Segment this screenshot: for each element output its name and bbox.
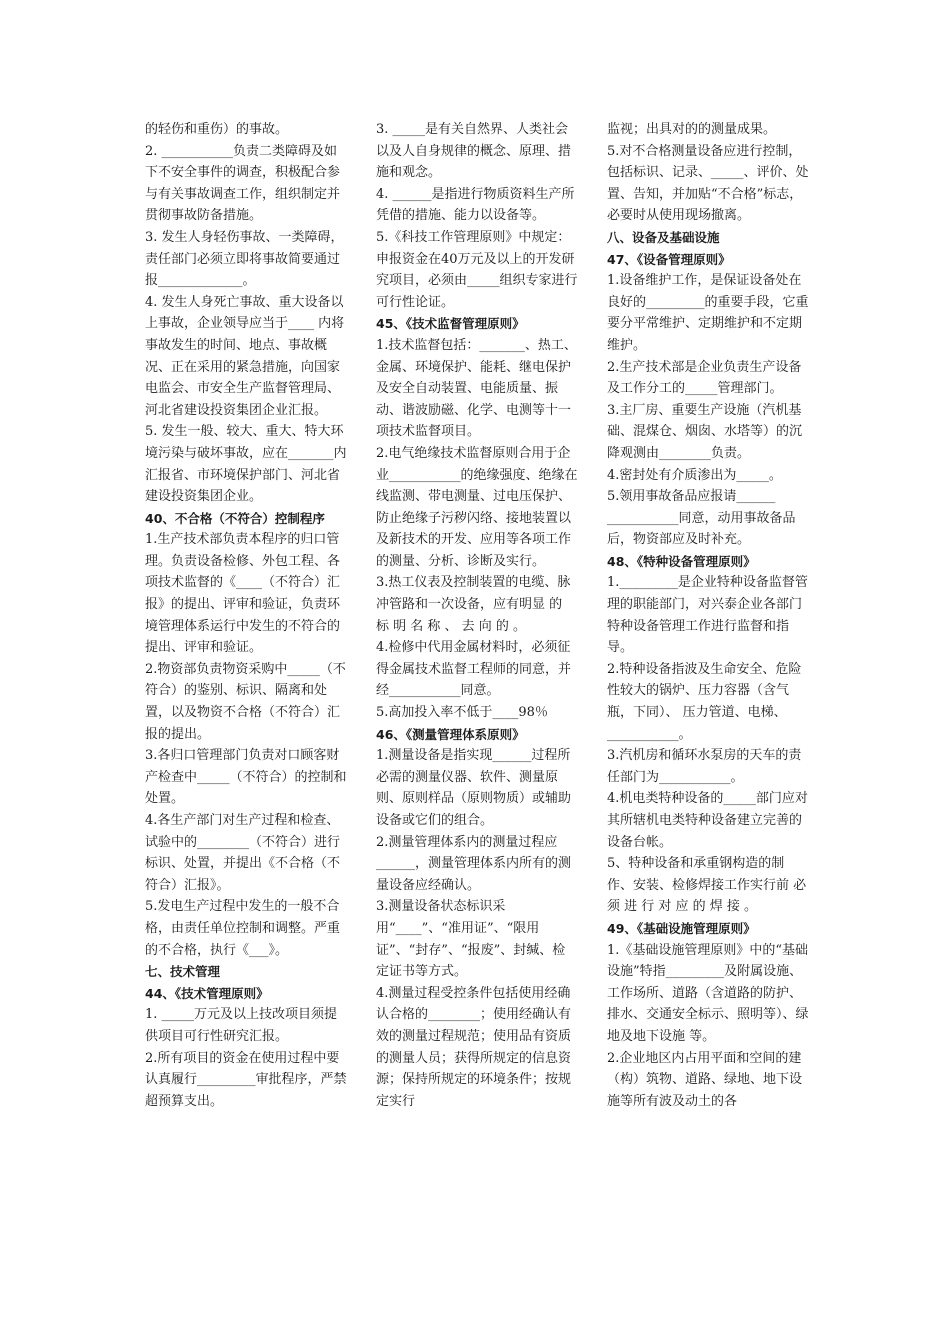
paragraph: 4.各生产部门对生产过程和检查、试验中的________（不符合）进行标识、处置，并提出《不合格（不符合）汇报》。	[145, 813, 341, 893]
paragraph: 监视；出具对的的测量成果。	[607, 122, 777, 137]
paragraph: 1.设备维护工作，是保证设备处在良好的_________的重要手段，它重要分平常维护、定期维护和不定期维护。	[607, 273, 809, 353]
paragraph: 5、特种设备和承重钢构造的制作、安装、检修焊接工作实行前 必 须 进 行 对 应 的 焊 接 。	[607, 856, 807, 915]
section-heading: 45、《技术监督管理原则》	[376, 316, 525, 332]
paragraph: 5.高加投入率不低于____98％	[376, 705, 548, 721]
paragraph: 3. 发生人身轻伤事故、一类障碍，责任部门必须立即将事故简要通过报_____________。	[145, 229, 344, 289]
text-column-3	[607, 119, 809, 1112]
section-heading: 48、《特种设备管理原则》	[607, 553, 756, 569]
section-heading: 40、不合格（不符合）控制程序	[145, 510, 325, 526]
paragraph: 3.主厂房、重要生产设施（汽机基础、混煤仓、烟囱、水塔等）的沉降观测由________负责。	[607, 402, 803, 461]
paragraph: 1.《基础设施管理原则》中的“基础设施”特指_________及附属设施、工作场所、道路（含道路的防护、排水、交通安全标示、照明等）、绿地及地下设施 等。	[607, 942, 809, 1044]
paragraph: 3.热工仪表及控制装置的电缆、脉冲管路和一次设备，应有明显 的 标 明 名 称 、 去 向 的 。	[376, 575, 571, 634]
text-column-1	[145, 119, 347, 1112]
paragraph: 的轻伤和重伤）的事故。	[145, 122, 289, 137]
paragraph: 3.汽机房和循环水泵房的天车的责任部门为___________。	[607, 748, 802, 785]
paragraph: 5.发电生产过程中发生的一般不合格，由责任单位控制和调整。严重的不合格，执行《___》。	[145, 899, 341, 958]
section-heading: 47、《设备管理原则》	[607, 251, 731, 267]
paragraph: 2.所有项目的资金在使用过程中要认真履行_________审批程序，严禁超预算支出。	[145, 1050, 347, 1109]
paragraph: 1.生产技术部负责本程序的归口管理。负责设备检修、外包工程、各项技术监督的《____（不符合）汇报》的提出、评审和验证，负责环境管理体系运行中发生的不符合的提出、评审和验证。	[145, 532, 341, 656]
paragraph: 5.对不合格测量设备应进行控制，包括标识、记录、_____、评价、处置、告知，并加贴“不合格”标志，必要时从使用现场撤离。	[607, 143, 809, 224]
paragraph: 4.检修中代用金属材料时，必须征得金属技术监督工程师的同意，并经___________同意。	[376, 640, 572, 699]
paragraph: 2.企业地区内占用平面和空间的建（构）筑物、道路、绿地、地下设施等所有波及动土的各	[607, 1050, 803, 1109]
section-heading: 49、《基础设施管理原则》	[607, 920, 756, 936]
paragraph: 1._________是企业特种设备监督管理的职能部门，对兴泰企业各部门特种设备管理工作进行监督和指导。	[607, 575, 808, 656]
paragraph: 3. _____是有关自然界、人类社会以及人自身规律的概念、原理、措施和观念。	[376, 122, 572, 181]
paragraph: 3.各归口管理部门负责对口顾客财产检查中_____（不符合）的控制和处置。	[145, 748, 347, 807]
text-column-2	[376, 119, 578, 1112]
paragraph: 4. ______是指进行物质资料生产所凭借的措施、能力以设备等。	[376, 186, 575, 224]
paragraph: 2.特种设备指波及生命安全、危险性较大的锅炉、压力容器（含气瓶，下同）、 压力管道、电梯、___________。	[607, 661, 802, 742]
paragraph: 2.生产技术部是企业负责生产设备及工作分工的_____管理部门。	[607, 359, 802, 397]
paragraph: 4.测量过程受控条件包括使用经确认合格的________；使用经确认有效的测量过程规范；使用品有资质的测量人员；获得所规定的信息资源；保持所规定的环境条件；按规定实行	[376, 985, 572, 1109]
section-heading: 46、《测量管理体系原则》	[376, 726, 525, 742]
section-heading: 44、《技术管理原则》	[145, 985, 269, 1001]
paragraph: 1.测量设备是指实现______过程所必需的测量仪器、软件、测量原则、原则样品（原则物质）或辅助设备或它们的组合。	[376, 748, 572, 828]
paragraph: 2.测量管理体系内的测量过程应______，测量管理体系内所有的测量设备应经确认。	[376, 834, 572, 893]
paragraph: 4.密封处有介质渗出为_____。	[607, 467, 782, 483]
section-heading: 八、设备及基础设施	[607, 229, 720, 245]
paragraph: 1. _____万元及以上技改项目须提供项目可行性研究汇报。	[145, 1007, 338, 1044]
paragraph: 5. 发生一般、较大、重大、特大环境污染与破坏事故，应在_______内汇报省、市环境保护部门、河北省建设投资集团企业。	[145, 424, 347, 505]
section-heading: 七、技术管理	[145, 964, 221, 980]
paragraph: 2.电气绝缘技术监督原则合用于企业___________的绝缘强度、绝缘在线监测、带电测量、过电压保护、防止绝缘子污秽闪络、接地装置以及新技术的开发、应用等各项工作的测量、分析、诊断及实行。	[376, 445, 578, 569]
paragraph: 5.领用事故备品应报请______ ___________同意，动用事故备品后，物资部应及时补充。	[607, 489, 796, 548]
paragraph: 4.机电类特种设备的_____部门应对其所辖机电类特种设备建立完善的设备台帐。	[607, 791, 808, 850]
paragraph: 2. ___________负责二类障碍及如下不安全事件的调查，积极配合参与有关事故调查工作，组织制定并贯彻事故防备措施。	[145, 143, 341, 224]
paragraph: 1.技术监督包括：_______、热工、金属、环境保护、能耗、继电保护及安全自动装置、电能质量、振动、谐波励磁、化学、电测等十一项技术监督项目。	[376, 337, 577, 440]
paragraph: 5.《科技工作管理原则》中规定：申报资金在40万元及以上的开发研究项目，必须由_____组织专家进行可行性论证。	[376, 229, 578, 310]
paragraph: 4. 发生人身死亡事故、重大设备以上事故，企业领导应当于____ 内将事故发生的时间、地点、事故概况、正在采用的紧急措施，向国家电监会、市安全生产监督管理局、河北省建设投资集团企业汇报。	[145, 294, 345, 418]
paragraph: 3.测量设备状态标识采用“____”、“准用证”、“限用证”、“封存”、“报废”、封缄、检定证书等方式。	[376, 899, 566, 980]
paragraph: 2.物资部负责物资采购中_____（不符合）的鉴别、标识、隔离和处置，以及物资不合格（不符合）汇报的提出。	[145, 661, 346, 742]
